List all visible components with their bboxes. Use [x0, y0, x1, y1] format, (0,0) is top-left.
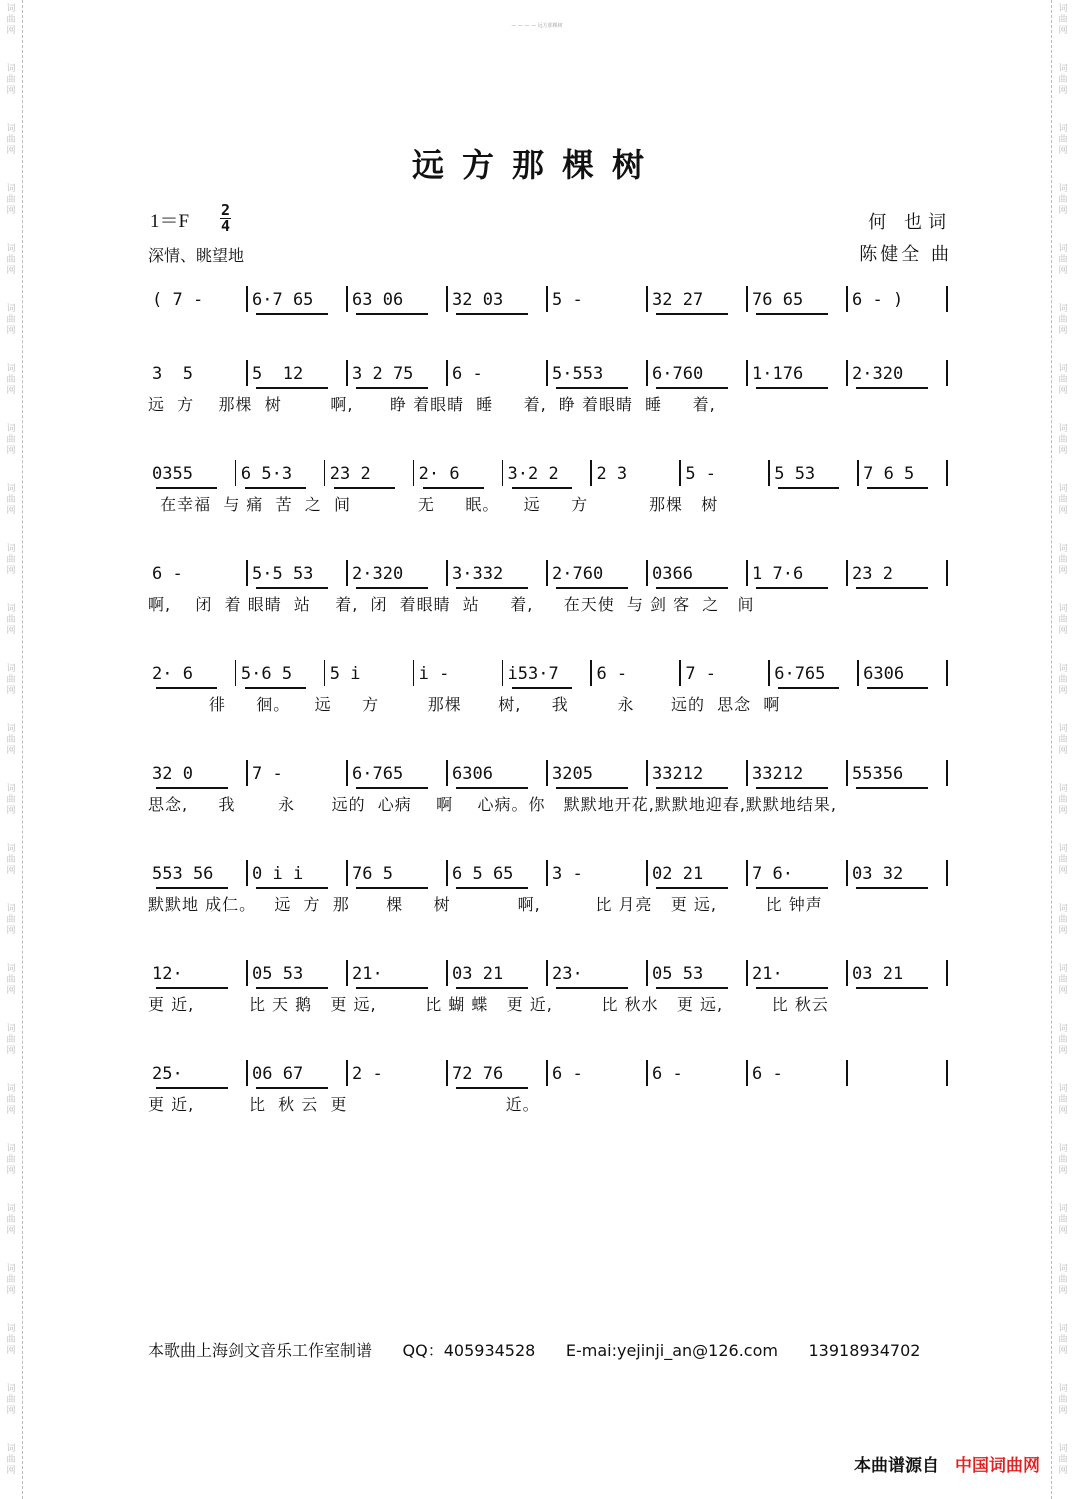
watermark-glyph: 词 曲 网	[1058, 904, 1068, 936]
measure-notes: 1·176	[752, 364, 804, 384]
watermark-glyph: 词 曲 网	[1058, 1264, 1068, 1296]
measure-notes: 6·760	[652, 364, 704, 384]
watermark-glyph: 词 曲 网	[1058, 4, 1068, 36]
measure-notes: 5·5 53	[252, 564, 314, 584]
bar-line	[446, 286, 448, 312]
beam-underline	[556, 987, 628, 989]
beam-underline	[756, 387, 828, 389]
watermark-glyph: 词 曲 网	[1058, 1024, 1068, 1056]
measure-notes: 6 -	[452, 364, 483, 384]
score-system	[148, 360, 954, 420]
beam-underline	[512, 487, 573, 489]
bar-line	[546, 286, 548, 312]
beam-underline	[456, 1087, 528, 1089]
measure-notes: 23 2	[852, 564, 893, 584]
source-credit	[854, 1451, 1040, 1476]
bar-line	[846, 960, 848, 986]
bar-line	[246, 560, 248, 586]
beam-underline	[256, 987, 328, 989]
measure-notes: 21·	[752, 964, 783, 984]
tempo-mark: 深情、眺望地	[148, 246, 245, 265]
watermark-glyph: 词 曲 网	[6, 124, 16, 156]
watermark-glyph: 词 曲 网	[1058, 1084, 1068, 1116]
measure-notes: 2·320	[852, 364, 904, 384]
source-site-link[interactable]: 中国词曲网	[955, 1456, 1040, 1476]
beam-underline	[656, 887, 728, 889]
measure-notes: 6 - )	[852, 290, 904, 310]
measure-notes: 12·	[152, 964, 183, 984]
watermark-glyph: 词 曲 网	[1058, 364, 1068, 396]
measure-notes: 33212	[652, 764, 704, 784]
beam-underline	[256, 1087, 328, 1089]
beam-underline	[656, 987, 728, 989]
beam-underline	[512, 687, 573, 689]
watermark-glyph: 词 曲 网	[6, 424, 16, 456]
measure-notes: i53·7	[507, 664, 559, 684]
measure-notes: 76 65	[752, 290, 804, 310]
beam-underline	[856, 387, 928, 389]
watermark-glyph: 词 曲 网	[6, 1444, 16, 1476]
measure-notes: 23·	[552, 964, 583, 984]
watermark-glyph: 词 曲 网	[6, 1384, 16, 1416]
measure-notes: 3205	[552, 764, 593, 784]
measure-notes: 3·332	[452, 564, 504, 584]
bar-line	[246, 860, 248, 886]
watermark-glyph: 词 曲 网	[6, 544, 16, 576]
bar-line	[746, 860, 748, 886]
watermark-glyph: 词 曲 网	[6, 4, 16, 36]
notation-line	[148, 660, 954, 690]
bar-line	[768, 660, 770, 686]
watermark-glyph: 词 曲 网	[1058, 604, 1068, 636]
footer-email: E-mai:yejinji_an@126.com	[565, 1341, 778, 1360]
notation-line	[148, 560, 954, 590]
measure-notes: 6·7 65	[252, 290, 314, 310]
beam-underline	[256, 887, 328, 889]
bar-line	[646, 560, 648, 586]
measure-notes: 3 2 75	[352, 364, 414, 384]
measure-notes: 5 53	[774, 464, 816, 484]
bar-line	[502, 460, 504, 486]
watermark-glyph: 词 曲 网	[1058, 1144, 1068, 1176]
measure-notes: 33212	[752, 764, 804, 784]
bar-line	[346, 760, 348, 786]
key-signature: 1＝F	[150, 211, 190, 232]
measure-notes: 2 -	[352, 1064, 383, 1084]
measure-notes: 0 i i	[252, 864, 304, 884]
measure-notes: 5 12	[252, 364, 304, 384]
score-system	[148, 660, 954, 720]
watermark-glyph: 词 曲 网	[1058, 484, 1068, 516]
song-title: 远方那棵树	[411, 146, 662, 184]
watermark-glyph: 词 曲 网	[1058, 544, 1068, 576]
beam-underline	[423, 487, 484, 489]
bar-line	[746, 760, 748, 786]
measure-notes: 7 -	[685, 664, 717, 684]
bar-line	[502, 660, 504, 686]
lyricist-credit: 何 也词	[868, 212, 952, 233]
measure-notes: 2·320	[352, 564, 404, 584]
bar-line	[546, 860, 548, 886]
measure-notes: 63 06	[352, 290, 404, 310]
watermark-glyph: 词 曲 网	[1058, 64, 1068, 96]
measure-notes: 6·765	[774, 664, 826, 684]
watermark-glyph: 词 曲 网	[6, 784, 16, 816]
beam-underline	[656, 587, 728, 589]
notation-line	[148, 360, 954, 390]
bar-line	[768, 460, 770, 486]
beam-underline	[756, 987, 828, 989]
bar-line	[446, 360, 448, 386]
beam-underline	[456, 887, 528, 889]
beam-underline	[456, 987, 528, 989]
beam-underline	[756, 313, 828, 315]
bar-line	[946, 860, 948, 886]
bar-line	[646, 960, 648, 986]
score-system	[148, 460, 954, 520]
watermark-glyph: 词 曲 网	[1058, 784, 1068, 816]
watermark-glyph: 词 曲 网	[1058, 244, 1068, 276]
lyric-line: 更 近, 比 天 鹅 更 远, 比 蝴 蝶 更 近, 比 秋水 更 远, 比 秋云	[148, 995, 829, 1014]
bar-line	[246, 286, 248, 312]
bar-line	[590, 460, 592, 486]
measure-notes: 2· 6	[152, 664, 193, 684]
beam-underline	[256, 587, 328, 589]
score-system	[148, 1060, 954, 1120]
beam-underline	[756, 587, 828, 589]
beam-underline	[656, 787, 728, 789]
measure-notes: 23 2	[329, 464, 371, 484]
beam-underline	[456, 313, 528, 315]
measure-notes: 21·	[352, 964, 383, 984]
watermark-glyph: 词 曲 网	[6, 1264, 16, 1296]
beam-underline	[856, 787, 928, 789]
score-system	[148, 560, 954, 620]
measure-notes: 7 6·	[752, 864, 793, 884]
notation-line	[148, 760, 954, 790]
measure-notes: 32 27	[652, 290, 704, 310]
measure-notes: 6306	[452, 764, 493, 784]
measure-notes: 2· 6	[418, 464, 460, 484]
measure-notes: 6 5 65	[452, 864, 514, 884]
watermark-glyph: 词 曲 网	[1058, 1444, 1068, 1476]
beam-underline	[256, 387, 328, 389]
lyric-line: 远 方 那棵 树 啊, 睁 着眼睛 睡 着, 睁 着眼睛 睡 着,	[148, 395, 716, 414]
notation-line	[148, 860, 954, 890]
bar-line	[946, 660, 948, 686]
measure-notes: 25·	[152, 1064, 183, 1084]
beam-underline	[456, 587, 528, 589]
bar-line	[846, 1060, 848, 1086]
bar-line	[946, 1060, 948, 1086]
watermark-glyph: 词 曲 网	[1058, 424, 1068, 456]
bar-line	[846, 560, 848, 586]
bar-line	[746, 1060, 748, 1086]
measure-notes: 5·553	[552, 364, 604, 384]
lyric-line: 思念, 我 永 远的 心病 啊 心病。你 默默地开花,默默地迎春,默默地结果,	[148, 795, 838, 814]
bar-line	[946, 960, 948, 986]
bar-line	[679, 660, 681, 686]
bar-line	[946, 460, 948, 486]
beam-underline	[867, 487, 928, 489]
lyric-line: 在幸福 与 痛 苦 之 间 无 眠。 远 方 那棵 树	[148, 495, 719, 514]
header-tiny-text: — — — — 远方那棵树	[511, 23, 563, 29]
beam-underline	[556, 387, 628, 389]
beam-underline	[356, 987, 428, 989]
bar-line	[646, 860, 648, 886]
bar-line	[857, 460, 859, 486]
beam-underline	[756, 887, 828, 889]
measure-notes: 6 -	[652, 1064, 683, 1084]
watermark-glyph: 词 曲 网	[1058, 844, 1068, 876]
watermark-glyph: 词 曲 网	[1058, 1204, 1068, 1236]
watermark-glyph: 词 曲 网	[6, 1204, 16, 1236]
bar-line	[746, 360, 748, 386]
time-signature	[220, 203, 231, 234]
bar-line	[679, 460, 681, 486]
bar-line	[346, 960, 348, 986]
bar-line	[846, 860, 848, 886]
measure-notes: 7 -	[252, 764, 283, 784]
watermark-glyph: 词 曲 网	[6, 1144, 16, 1176]
bar-line	[235, 460, 237, 486]
lyric-line: 啊, 闭 着 眼睛 站 着, 闭 着眼睛 站 着, 在天使 与 剑 客 之 间	[148, 595, 755, 614]
beam-underline	[556, 787, 628, 789]
bar-line	[346, 286, 348, 312]
score-system	[148, 286, 954, 346]
bar-line	[646, 1060, 648, 1086]
measure-notes: 32 03	[452, 290, 504, 310]
meter-top: 2	[221, 201, 231, 219]
beam-underline	[356, 387, 428, 389]
beam-underline	[356, 313, 428, 315]
bar-line	[646, 360, 648, 386]
beam-underline	[156, 1087, 228, 1089]
measure-notes: 1 7·6	[752, 564, 804, 584]
bar-line	[324, 660, 326, 686]
watermark-glyph: 词 曲 网	[6, 604, 16, 636]
bar-line	[857, 660, 859, 686]
measure-notes: 0355	[152, 464, 193, 484]
bar-line	[246, 760, 248, 786]
measure-notes: 05 53	[252, 964, 304, 984]
watermark-glyph: 词 曲 网	[1058, 724, 1068, 756]
measure-notes: 5 -	[685, 464, 717, 484]
watermark-glyph: 词 曲 网	[6, 484, 16, 516]
beam-underline	[856, 987, 928, 989]
beam-underline	[456, 787, 528, 789]
watermark-glyph: 词 曲 网	[6, 1084, 16, 1116]
watermark-glyph: 词 曲 网	[6, 1024, 16, 1056]
bar-line	[546, 560, 548, 586]
beam-underline	[156, 787, 228, 789]
measure-notes: 3 -	[552, 864, 583, 884]
bar-line	[546, 960, 548, 986]
measure-notes: 6 -	[596, 664, 628, 684]
bar-line	[235, 660, 237, 686]
bar-line	[746, 960, 748, 986]
measure-notes: 6 5·3	[240, 464, 293, 484]
beam-underline	[256, 313, 328, 315]
bar-line	[646, 286, 648, 312]
composer-credit: 陈健全 曲	[859, 244, 952, 265]
watermark-glyph: 词 曲 网	[6, 184, 16, 216]
measure-notes: 3 5	[152, 364, 193, 384]
bar-line	[746, 286, 748, 312]
watermark-glyph: 词 曲 网	[1058, 304, 1068, 336]
bar-line	[946, 360, 948, 386]
bar-line	[946, 760, 948, 786]
watermark-glyph: 词 曲 网	[1058, 1324, 1068, 1356]
watermark-glyph: 词 曲 网	[6, 364, 16, 396]
measure-notes: 06 67	[252, 1064, 304, 1084]
beam-underline	[156, 687, 217, 689]
lyric-line: 默默地 成仁。 远 方 那 棵 树 啊, 比 月亮 更 远, 比 钟声	[148, 895, 823, 914]
bar-line	[590, 660, 592, 686]
measure-notes: 6·765	[352, 764, 404, 784]
measure-notes: 6 -	[552, 1064, 583, 1084]
watermark-glyph: 词 曲 网	[6, 724, 16, 756]
score-system	[148, 760, 954, 820]
beam-underline	[656, 387, 728, 389]
beam-underline	[334, 487, 395, 489]
beam-underline	[245, 687, 306, 689]
measure-notes: 3·2 2	[507, 464, 559, 484]
notation-line	[148, 460, 954, 490]
beam-underline	[856, 887, 928, 889]
bar-line	[346, 560, 348, 586]
bar-line	[546, 1060, 548, 1086]
measure-notes: 03 21	[852, 964, 904, 984]
footer-qq: QQ：405934528	[402, 1341, 536, 1360]
footer-studio: 本歌曲上海剑文音乐工作室制谱	[148, 1341, 373, 1360]
measure-notes: 5·6 5	[240, 664, 293, 684]
measure-notes: 2·760	[552, 564, 604, 584]
notation-line	[148, 1060, 954, 1090]
bar-line	[346, 860, 348, 886]
bar-line	[646, 760, 648, 786]
measure-notes: 5 i	[329, 664, 361, 684]
bar-line	[546, 760, 548, 786]
measure-notes: 05 53	[652, 964, 704, 984]
watermark-glyph: 词 曲 网	[1058, 124, 1068, 156]
bar-line	[446, 860, 448, 886]
bar-line	[846, 286, 848, 312]
watermark-glyph: 词 曲 网	[6, 1324, 16, 1356]
measure-notes: i -	[418, 664, 450, 684]
bar-line	[413, 660, 415, 686]
beam-underline	[156, 987, 228, 989]
watermark-glyph: 词 曲 网	[1058, 184, 1068, 216]
bar-line	[324, 460, 326, 486]
watermark-glyph: 词 曲 网	[6, 244, 16, 276]
beam-underline	[556, 587, 628, 589]
bar-line	[846, 760, 848, 786]
beam-underline	[356, 887, 428, 889]
measure-notes: 32 0	[152, 764, 193, 784]
beam-underline	[356, 787, 428, 789]
bar-line	[546, 360, 548, 386]
bar-line	[446, 760, 448, 786]
watermark-glyph: 词 曲 网	[1058, 664, 1068, 696]
watermark-glyph: 词 曲 网	[6, 904, 16, 936]
bar-line	[446, 560, 448, 586]
measure-notes: 7 6 5	[863, 464, 915, 484]
lyric-line: 徘 徊。 远 方 那棵 树, 我 永 远的 思念 啊	[148, 695, 781, 714]
footer-info	[148, 1338, 920, 1361]
watermark-glyph: 词 曲 网	[1058, 964, 1068, 996]
score-system	[148, 860, 954, 920]
watermark-glyph: 词 曲 网	[6, 844, 16, 876]
measure-notes: 03 32	[852, 864, 904, 884]
measure-notes: 0366	[652, 564, 693, 584]
beam-underline	[156, 887, 228, 889]
watermark-glyph: 词 曲 网	[1058, 1384, 1068, 1416]
bar-line	[846, 360, 848, 386]
beam-underline	[156, 487, 217, 489]
source-label: 本曲谱源自	[854, 1456, 939, 1476]
bar-line	[446, 960, 448, 986]
footer-phone: 13918934702	[808, 1341, 921, 1360]
bar-line	[346, 360, 348, 386]
measure-notes: 553 56	[152, 864, 214, 884]
meter-bottom: 4	[221, 217, 231, 235]
bar-line	[246, 360, 248, 386]
notation-line	[148, 960, 954, 990]
bar-line	[946, 560, 948, 586]
measure-notes: 76 5	[352, 864, 393, 884]
beam-underline	[656, 313, 728, 315]
beam-underline	[778, 687, 839, 689]
measure-notes: 72 76	[452, 1064, 504, 1084]
beam-underline	[867, 687, 928, 689]
score-system	[148, 960, 954, 1020]
watermark-glyph: 词 曲 网	[6, 664, 16, 696]
measure-notes: 02 21	[652, 864, 704, 884]
watermark-glyph: 词 曲 网	[6, 304, 16, 336]
beam-underline	[245, 487, 306, 489]
beam-underline	[778, 487, 839, 489]
watermark-glyph: 词 曲 网	[6, 964, 16, 996]
measure-notes: 6 -	[152, 564, 183, 584]
bar-line	[246, 1060, 248, 1086]
bar-line	[446, 1060, 448, 1086]
bar-line	[946, 286, 948, 312]
measure-notes: 6 -	[752, 1064, 783, 1084]
watermark-glyph: 词 曲 网	[6, 64, 16, 96]
bar-line	[413, 460, 415, 486]
measure-notes: ( 7 -	[152, 290, 204, 310]
notation-line	[148, 286, 954, 316]
measure-notes: 6306	[863, 664, 905, 684]
beam-underline	[356, 587, 428, 589]
measure-notes: 5 -	[552, 290, 583, 310]
measure-notes: 03 21	[452, 964, 504, 984]
beam-underline	[756, 787, 828, 789]
measure-notes: 2 3	[596, 464, 628, 484]
beam-underline	[856, 587, 928, 589]
bar-line	[246, 960, 248, 986]
bar-line	[346, 1060, 348, 1086]
lyric-line: 更 近, 比 秋 云 更 近。	[148, 1095, 540, 1114]
measure-notes: 55356	[852, 764, 904, 784]
bar-line	[746, 560, 748, 586]
